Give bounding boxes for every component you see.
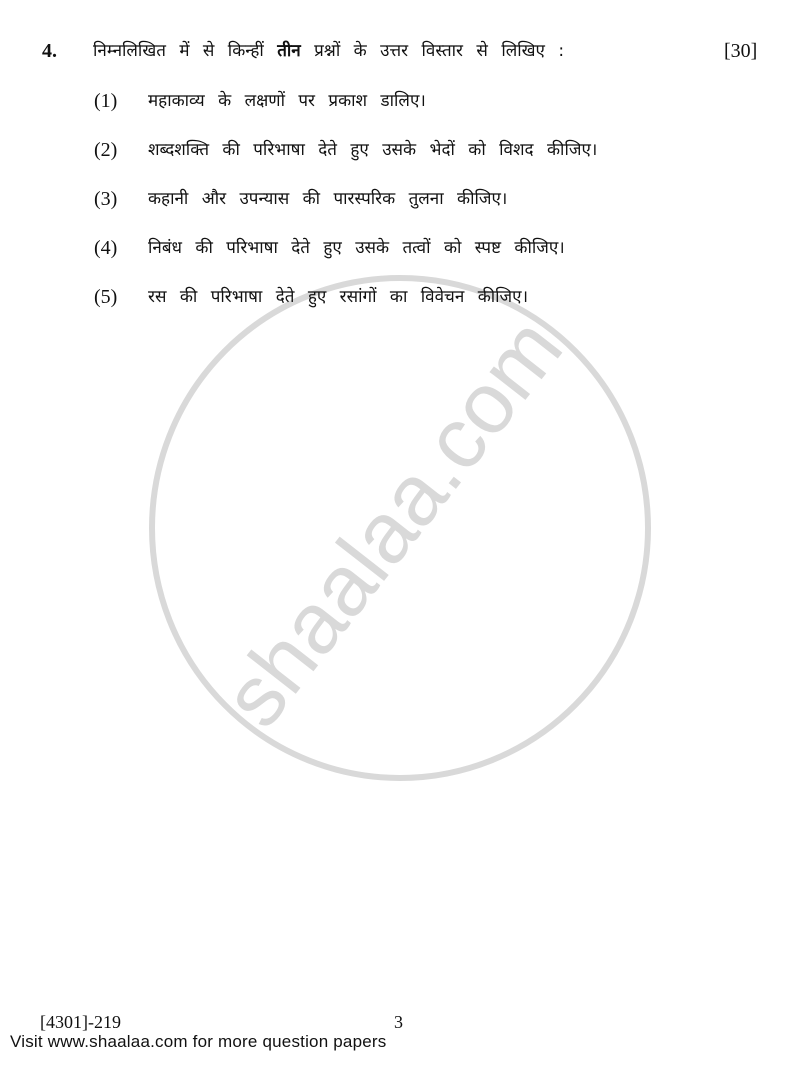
question-instruction <box>93 38 564 61</box>
watermark-circle <box>152 278 648 778</box>
question-number: 4. <box>42 40 57 62</box>
paper-code: [4301]-219 <box>40 1012 121 1032</box>
question-marks: [30] <box>724 40 758 62</box>
sub-question <box>94 186 597 235</box>
sub-question-number: (1) <box>94 90 118 112</box>
sub-question-number: (5) <box>94 286 118 308</box>
watermark-text: shaalaa.com <box>204 300 581 745</box>
sub-question <box>94 137 597 186</box>
sub-question-list <box>94 88 597 333</box>
sub-question <box>94 235 597 284</box>
sub-question-number: (2) <box>94 139 118 161</box>
sub-question-number: (3) <box>94 188 118 210</box>
sub-question-number: (4) <box>94 237 118 259</box>
question-text-bold: तीन <box>277 41 301 61</box>
sub-question-text: रस की परिभाषा देते हुए रसांगों का विवेचन कीजिए। <box>148 287 529 307</box>
sub-question <box>94 88 597 137</box>
visit-link-text[interactable]: Visit www.shaalaa.com for more question papers <box>10 1032 387 1051</box>
sub-question-text: महाकाव्य के लक्षणों पर प्रकाश डालिए। <box>148 91 426 111</box>
question-text-before: निम्नलिखित में से किन्हीं <box>93 41 278 61</box>
page-number: 3 <box>394 1012 403 1032</box>
sub-question-text: निबंध की परिभाषा देते हुए उसके तत्वों को स्पष्ट कीजिए। <box>148 238 565 258</box>
sub-question-text: शब्दशक्ति की परिभाषा देते हुए उसके भेदों को विशद कीजिए। <box>148 140 598 160</box>
sub-question-text: कहानी और उपन्यास की पारस्परिक तुलना कीजिए। <box>148 189 508 209</box>
question-text-after: प्रश्नों के उत्तर विस्तार से लिखिए : <box>300 41 565 61</box>
sub-question <box>94 284 597 333</box>
